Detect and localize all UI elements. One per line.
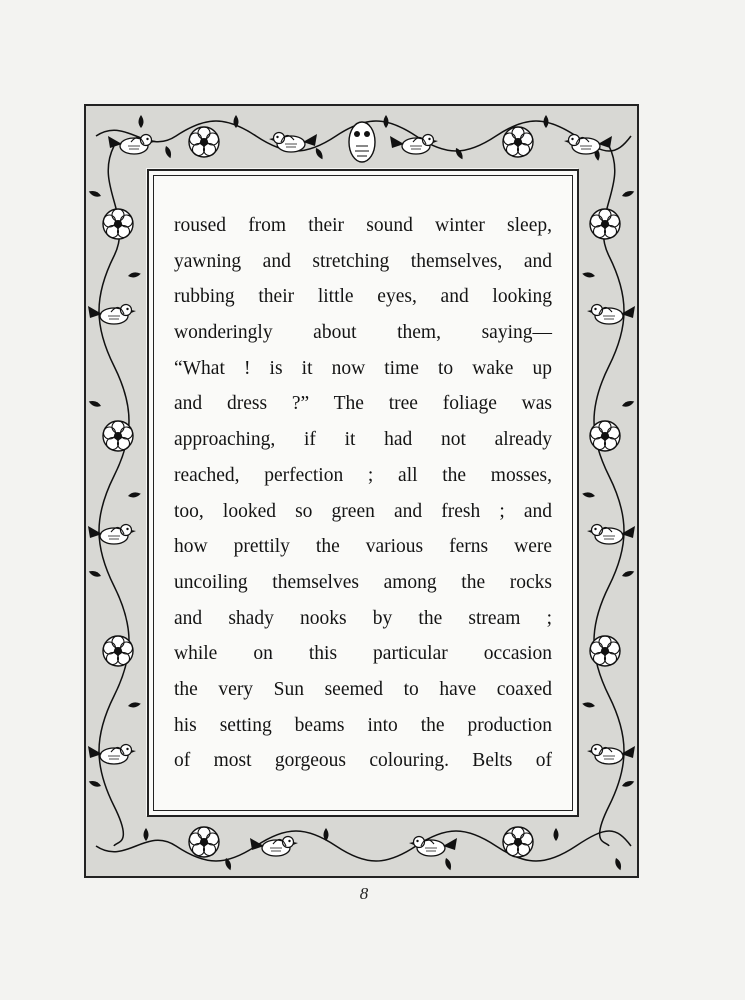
text-line: the very Sun seemed to have coaxed — [174, 678, 552, 700]
text-line: and shady nooks by the stream ; — [174, 607, 552, 629]
text-line: too, looked so green and fresh ; and — [174, 500, 552, 522]
text-line: uncoiling themselves among the rocks — [174, 571, 552, 593]
page-number: 8 — [359, 884, 369, 903]
text-line: approaching, if it had not already — [174, 429, 552, 451]
body-text — [174, 208, 552, 779]
text-line: reached, perfection ; all the mosses, — [174, 464, 552, 486]
text-line: his setting beams into the production — [174, 714, 552, 736]
text-line: wonderingly about them, saying— — [174, 322, 552, 344]
text-line: and dress ?” The tree foliage was — [174, 393, 552, 415]
text-line: how prettily the various ferns were — [174, 536, 552, 558]
text-line: “What ! is it now time to wake up — [174, 357, 552, 379]
text-line: yawning and stretching themselves, and — [174, 250, 552, 272]
text-line: while on this particular occasion — [174, 643, 552, 665]
text-line: roused from their sound winter sleep, — [174, 215, 552, 236]
text-line: of most gorgeous colouring. Belts of — [174, 750, 552, 772]
text-line: rubbing their little eyes, and looking — [174, 286, 552, 308]
